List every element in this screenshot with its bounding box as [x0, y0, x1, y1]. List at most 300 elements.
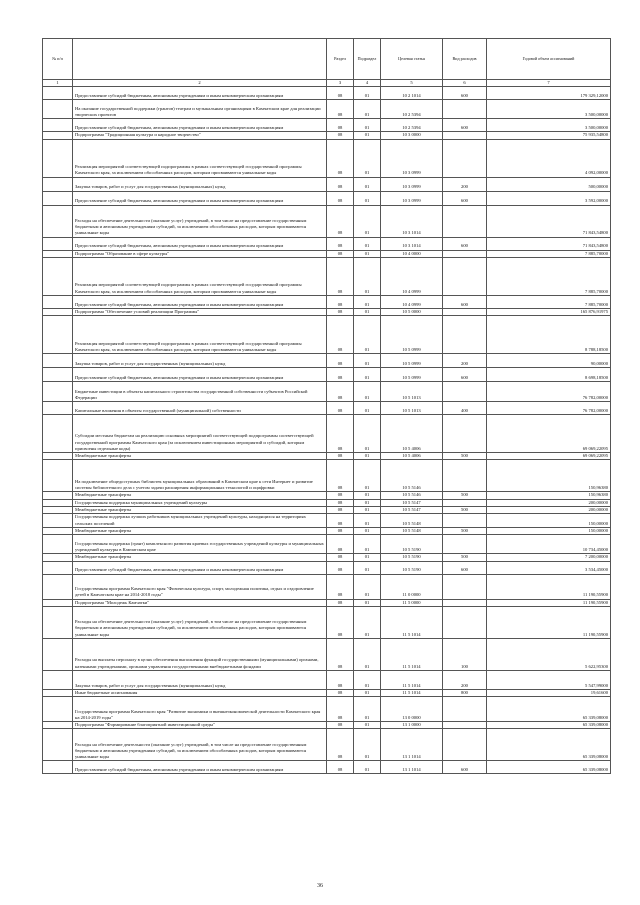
- cell-num: [43, 599, 73, 606]
- table-row: [43, 574, 611, 599]
- cell-target: 10 5 1013: [381, 402, 443, 415]
- header-row: [43, 39, 611, 80]
- table-row: [43, 638, 611, 670]
- cell-section: 08: [327, 574, 354, 599]
- column-number-row: [43, 80, 611, 87]
- cell-target: 10 4 0999: [381, 295, 443, 308]
- table-row: [43, 316, 611, 354]
- cell-name: Закупка товаров, работ и услуг для государственных (муниципальных) нужд: [73, 177, 327, 191]
- cell-exp-type: 800: [443, 689, 487, 696]
- cell-num: [43, 139, 73, 177]
- cell-name: Предоставление субсидий бюджетным, автономным учреждениям и иным некоммерческим организациям: [73, 237, 327, 250]
- cell-target: 10 3 0999: [381, 139, 443, 177]
- cell-exp-type: 600: [443, 761, 487, 774]
- cell-num: [43, 492, 73, 499]
- cell-amount: 3 534,45000: [487, 561, 611, 574]
- cell-section: 08: [327, 606, 354, 638]
- cell-num: [43, 119, 73, 132]
- cell-num: [43, 722, 73, 729]
- cell-name: На оказание государственной поддержки (грантов) театрам и музыкальным организациям в Камчатском крае для реализации творческих проектов: [73, 100, 327, 119]
- table-row: [43, 453, 611, 460]
- cell-target: 11 0 0000: [381, 574, 443, 599]
- cell-exp-type: 400: [443, 402, 487, 415]
- cell-section: 08: [327, 599, 354, 606]
- cell-subsection: 01: [354, 561, 381, 574]
- cell-num: [43, 250, 73, 257]
- cell-name: Расходы на выплаты персоналу в целях обеспечения выполнения функций государственными (муниципальными) органами, казенными учреждениями, органами управления государственными внебюджетными фондами: [73, 638, 327, 670]
- table-row: [43, 535, 611, 554]
- cell-section: 08: [327, 507, 354, 514]
- cell-target: 10 2 1014: [381, 87, 443, 100]
- cell-name: Государственная программа Камчатского края "Развитие экономики и внешнеэкономической деятельности Камчатского края на 2014-2019 годы": [73, 697, 327, 722]
- cell-amount: 3 500,00000: [487, 119, 611, 132]
- cell-subsection: 01: [354, 492, 381, 499]
- cell-subsection: 01: [354, 139, 381, 177]
- table-row: [43, 492, 611, 499]
- cell-target: 10 5 0999: [381, 354, 443, 368]
- cell-name: Расходы на обеспечение деятельности (оказание услуг) учреждений, в том числе на предоставление государственным бюджетным и автономным учреждениям субсидий, за исключением обособленных расходов, которым присваиваются уникальные коды: [73, 205, 327, 237]
- cell-name: Субсидии местным бюджетам на реализацию основных мероприятий соответствующей подпрограммы соответствующей государственной программы Камчатского края (за исключением инвестиционных мероприятий и субсидий, которым присвоены отдельные коды): [73, 415, 327, 453]
- cell-num: [43, 382, 73, 402]
- cell-name: Предоставление субсидий бюджетным, автономным учреждениям и иным некоммерческим организациям: [73, 119, 327, 132]
- cell-section: 08: [327, 415, 354, 453]
- cell-target: 13 0 0000: [381, 697, 443, 722]
- cell-amount: 19,61600: [487, 689, 611, 696]
- table-row: [43, 761, 611, 774]
- cell-subsection: 01: [354, 453, 381, 460]
- cell-exp-type: 500: [443, 453, 487, 460]
- cell-amount: 150,96380: [487, 460, 611, 492]
- cell-num: [43, 100, 73, 119]
- cell-section: 08: [327, 177, 354, 191]
- table-row: [43, 237, 611, 250]
- cell-name: Закупка товаров, работ и услуг для государственных (муниципальных) нужд: [73, 354, 327, 368]
- cell-amount: 65 339,08000: [487, 697, 611, 722]
- cell-subsection: 01: [354, 237, 381, 250]
- cell-num: [43, 697, 73, 722]
- cell-amount: 150,00000: [487, 527, 611, 534]
- cell-section: 08: [327, 638, 354, 670]
- cell-num: [43, 295, 73, 308]
- cell-target: 10 5 4006: [381, 453, 443, 460]
- cell-subsection: 01: [354, 729, 381, 761]
- cell-subsection: 01: [354, 295, 381, 308]
- table-row: [43, 561, 611, 574]
- cell-exp-type: 100: [443, 638, 487, 670]
- cell-num: [43, 402, 73, 415]
- cell-subsection: 01: [354, 87, 381, 100]
- cell-amount: 4 092,00000: [487, 139, 611, 177]
- cell-subsection: 01: [354, 606, 381, 638]
- col-number: 2: [73, 80, 327, 87]
- cell-target: 11 5 1014: [381, 670, 443, 689]
- cell-section: 08: [327, 554, 354, 561]
- cell-section: 08: [327, 697, 354, 722]
- cell-subsection: 01: [354, 415, 381, 453]
- cell-exp-type: 600: [443, 87, 487, 100]
- cell-subsection: 01: [354, 697, 381, 722]
- cell-amount: 10 734,45000: [487, 535, 611, 554]
- cell-exp-type: [443, 250, 487, 257]
- cell-exp-type: 600: [443, 368, 487, 382]
- cell-target: 10 5 0000: [381, 308, 443, 315]
- cell-name: Предоставление субсидий бюджетным, автономным учреждениям и иным некоммерческим организациям: [73, 761, 327, 774]
- cell-exp-type: [443, 308, 487, 315]
- cell-num: [43, 453, 73, 460]
- cell-exp-type: 500: [443, 554, 487, 561]
- cell-exp-type: [443, 574, 487, 599]
- cell-subsection: 01: [354, 132, 381, 139]
- cell-amount: 179 329,12000: [487, 87, 611, 100]
- cell-exp-type: [443, 100, 487, 119]
- cell-target: 10 5 5148: [381, 527, 443, 534]
- cell-target: 13 1 1014: [381, 729, 443, 761]
- cell-amount: 90,00000: [487, 354, 611, 368]
- cell-num: [43, 689, 73, 696]
- cell-amount: 7 885,70000: [487, 257, 611, 295]
- cell-num: [43, 638, 73, 670]
- budget-page: [42, 38, 610, 774]
- cell-subsection: 01: [354, 205, 381, 237]
- cell-subsection: 01: [354, 670, 381, 689]
- table-row: [43, 527, 611, 534]
- cell-num: [43, 507, 73, 514]
- cell-amount: 71 843,54800: [487, 205, 611, 237]
- cell-section: 08: [327, 119, 354, 132]
- col-number: 7: [487, 80, 611, 87]
- cell-num: [43, 177, 73, 191]
- cell-exp-type: [443, 205, 487, 237]
- cell-target: 10 3 0000: [381, 132, 443, 139]
- header-section: Раздел: [327, 39, 354, 80]
- table-row: [43, 402, 611, 415]
- cell-name: Реализация мероприятий соответствующей подпрограммы в рамках соответствующей государственной программы Камчатского края, за исключением обособленных расходов, которым присваиваются уникальные коды: [73, 257, 327, 295]
- table-row: [43, 132, 611, 139]
- cell-target: 10 2 5394: [381, 100, 443, 119]
- cell-exp-type: 200: [443, 177, 487, 191]
- cell-target: 10 5 1013: [381, 382, 443, 402]
- table-row: [43, 368, 611, 382]
- cell-target: 11 5 1014: [381, 606, 443, 638]
- cell-exp-type: [443, 697, 487, 722]
- cell-subsection: 01: [354, 250, 381, 257]
- table-row: [43, 689, 611, 696]
- table-row: [43, 354, 611, 368]
- cell-num: [43, 205, 73, 237]
- cell-num: [43, 316, 73, 354]
- cell-exp-type: [443, 316, 487, 354]
- cell-name: Капитальные вложения в объекты государственной (муниципальной) собственности: [73, 402, 327, 415]
- cell-exp-type: [443, 729, 487, 761]
- cell-section: 08: [327, 514, 354, 528]
- header-num: № п/п: [43, 39, 73, 80]
- cell-section: 08: [327, 316, 354, 354]
- cell-target: 10 3 0999: [381, 191, 443, 205]
- cell-name: Иные бюджетные ассигнования: [73, 689, 327, 696]
- cell-exp-type: [443, 257, 487, 295]
- cell-section: 08: [327, 191, 354, 205]
- cell-exp-type: 600: [443, 295, 487, 308]
- cell-name: Закупка товаров, работ и услуг для государственных (муниципальных) нужд: [73, 670, 327, 689]
- cell-subsection: 01: [354, 499, 381, 506]
- cell-section: 08: [327, 527, 354, 534]
- cell-section: 08: [327, 492, 354, 499]
- cell-section: 08: [327, 132, 354, 139]
- cell-exp-type: [443, 606, 487, 638]
- cell-subsection: 01: [354, 316, 381, 354]
- cell-target: 10 3 1014: [381, 237, 443, 250]
- cell-name: Предоставление субсидий бюджетным, автономным учреждениям и иным некоммерческим организациям: [73, 191, 327, 205]
- cell-section: 08: [327, 402, 354, 415]
- cell-exp-type: 200: [443, 670, 487, 689]
- cell-amount: 76 782,00000: [487, 382, 611, 402]
- cell-name: Межбюджетные трансферты: [73, 492, 327, 499]
- cell-name: Межбюджетные трансферты: [73, 507, 327, 514]
- cell-section: 08: [327, 205, 354, 237]
- cell-amount: 8 698,18500: [487, 368, 611, 382]
- col-number: 3: [327, 80, 354, 87]
- cell-num: [43, 670, 73, 689]
- cell-exp-type: 600: [443, 191, 487, 205]
- cell-name: Предоставление субсидий бюджетным, автономным учреждениям и иным некоммерческим организациям: [73, 561, 327, 574]
- cell-section: 08: [327, 257, 354, 295]
- cell-section: 08: [327, 722, 354, 729]
- cell-section: 08: [327, 354, 354, 368]
- cell-amount: 5 547,99000: [487, 670, 611, 689]
- cell-name: Подпрограмма "Образование в сфере культуры": [73, 250, 327, 257]
- cell-name: Предоставление субсидий бюджетным, автономным учреждениям и иным некоммерческим организациям: [73, 368, 327, 382]
- header-subsection: Подраздел: [354, 39, 381, 80]
- table-row: [43, 722, 611, 729]
- cell-name: Подпрограмма "Обеспечение условий реализации Программы": [73, 308, 327, 315]
- cell-amount: 200,00000: [487, 507, 611, 514]
- cell-name: Государственная поддержка муниципальных учреждений культуры: [73, 499, 327, 506]
- table-row: [43, 460, 611, 492]
- col-number: 6: [443, 80, 487, 87]
- cell-subsection: 01: [354, 308, 381, 315]
- cell-target: 10 5 5190: [381, 535, 443, 554]
- cell-section: 08: [327, 561, 354, 574]
- table-row: [43, 382, 611, 402]
- table-row: [43, 205, 611, 237]
- cell-target: 10 5 5147: [381, 507, 443, 514]
- page-number: 36: [317, 883, 323, 889]
- cell-amount: 65 339,08000: [487, 729, 611, 761]
- table-row: [43, 250, 611, 257]
- cell-target: 10 5 5148: [381, 514, 443, 528]
- cell-target: 10 5 5147: [381, 499, 443, 506]
- table-row: [43, 308, 611, 315]
- cell-subsection: 01: [354, 100, 381, 119]
- table-row: [43, 514, 611, 528]
- cell-exp-type: 500: [443, 507, 487, 514]
- cell-target: 13 1 1014: [381, 761, 443, 774]
- cell-amount: 8 788,18500: [487, 316, 611, 354]
- cell-target: 11 5 0000: [381, 599, 443, 606]
- cell-section: 08: [327, 499, 354, 506]
- cell-section: 08: [327, 689, 354, 696]
- cell-num: [43, 535, 73, 554]
- cell-name: Предоставление субсидий бюджетным, автономным учреждениям и иным некоммерческим организациям: [73, 87, 327, 100]
- cell-amount: 7 885,70000: [487, 295, 611, 308]
- col-number: 1: [43, 80, 73, 87]
- header-target: Целевая статья: [381, 39, 443, 80]
- cell-subsection: 01: [354, 527, 381, 534]
- cell-section: 08: [327, 308, 354, 315]
- table-row: [43, 670, 611, 689]
- cell-exp-type: [443, 139, 487, 177]
- cell-name: Подпрограмма "Традиционная культура и народное творчество": [73, 132, 327, 139]
- cell-target: 11 5 1014: [381, 638, 443, 670]
- cell-section: 08: [327, 453, 354, 460]
- cell-section: 08: [327, 250, 354, 257]
- cell-name: Государственная программа Камчатского края "Физическая культура, спорт, молодежная политика, отдых и оздоровление детей в Камчатском крае на 2014-2018 годы": [73, 574, 327, 599]
- cell-target: 10 3 1014: [381, 205, 443, 237]
- cell-exp-type: [443, 382, 487, 402]
- table-row: [43, 139, 611, 177]
- col-number: 5: [381, 80, 443, 87]
- table-row: [43, 606, 611, 638]
- header-exp-type: Вид расходов: [443, 39, 487, 80]
- cell-target: 10 5 5190: [381, 554, 443, 561]
- col-number: 4: [354, 80, 381, 87]
- cell-target: 10 5 0999: [381, 368, 443, 382]
- cell-subsection: 01: [354, 257, 381, 295]
- cell-num: [43, 499, 73, 506]
- cell-num: [43, 574, 73, 599]
- cell-amount: 150,00000: [487, 514, 611, 528]
- cell-name: Реализация мероприятий соответствующей подпрограммы в рамках соответствующей государственной программы Камчатского края, за исключением обособленных расходов, которым присваиваются уникальные коды: [73, 316, 327, 354]
- cell-section: 08: [327, 729, 354, 761]
- cell-name: Государственная поддержка (грант) комплексного развития краевых государственных учреждений культуры и муниципальных учреждений культуры в Камчатском крае: [73, 535, 327, 554]
- cell-amount: 7 885,70000: [487, 250, 611, 257]
- cell-section: 08: [327, 100, 354, 119]
- cell-section: 08: [327, 87, 354, 100]
- cell-num: [43, 606, 73, 638]
- table-row: [43, 100, 611, 119]
- cell-subsection: 01: [354, 722, 381, 729]
- cell-exp-type: 600: [443, 561, 487, 574]
- table-row: [43, 119, 611, 132]
- cell-num: [43, 554, 73, 561]
- cell-name: Межбюджетные трансферты: [73, 554, 327, 561]
- cell-num: [43, 415, 73, 453]
- cell-name: Предоставление субсидий бюджетным, автономным учреждениям и иным некоммерческим организациям: [73, 295, 327, 308]
- cell-subsection: 01: [354, 382, 381, 402]
- cell-num: [43, 354, 73, 368]
- cell-subsection: 01: [354, 354, 381, 368]
- cell-target: 10 5 5190: [381, 561, 443, 574]
- cell-subsection: 01: [354, 574, 381, 599]
- table-row: [43, 177, 611, 191]
- cell-subsection: 01: [354, 507, 381, 514]
- cell-amount: 11 190,55900: [487, 606, 611, 638]
- cell-target: 10 4 0999: [381, 257, 443, 295]
- cell-num: [43, 514, 73, 528]
- cell-amount: 65 339,08000: [487, 761, 611, 774]
- cell-amount: 11 190,55900: [487, 599, 611, 606]
- cell-amount: 165 876,91975: [487, 308, 611, 315]
- cell-amount: 71 843,54800: [487, 237, 611, 250]
- cell-num: [43, 561, 73, 574]
- cell-target: 10 5 4006: [381, 415, 443, 453]
- cell-num: [43, 308, 73, 315]
- cell-section: 08: [327, 237, 354, 250]
- cell-amount: 76 782,00000: [487, 402, 611, 415]
- cell-name: Расходы на обеспечение деятельности (оказание услуг) учреждений, в том числе на предоставление государственным бюджетным и автономным учреждениям субсидий, за исключением обособленных расходов, которым присваиваются уникальные коды: [73, 729, 327, 761]
- cell-num: [43, 132, 73, 139]
- cell-exp-type: [443, 499, 487, 506]
- table-row: [43, 729, 611, 761]
- cell-exp-type: [443, 460, 487, 492]
- cell-subsection: 01: [354, 689, 381, 696]
- cell-amount: 200,00000: [487, 499, 611, 506]
- cell-name: Расходы на обеспечение деятельности (оказание услуг) учреждений, в том числе на предоставление государственным бюджетным и автономным учреждениям субсидий, за исключением обособленных расходов, которым присваиваются уникальные коды: [73, 606, 327, 638]
- cell-exp-type: 500: [443, 492, 487, 499]
- cell-amount: 65 339,08000: [487, 722, 611, 729]
- table-row: [43, 191, 611, 205]
- cell-exp-type: [443, 722, 487, 729]
- cell-name: Бюджетные инвестиции в объекты капитального строительства государственной собственности субъектов Российской Федерации: [73, 382, 327, 402]
- cell-subsection: 01: [354, 191, 381, 205]
- cell-exp-type: [443, 514, 487, 528]
- table-row: [43, 499, 611, 506]
- cell-subsection: 01: [354, 761, 381, 774]
- cell-amount: 11 190,55900: [487, 574, 611, 599]
- table-row: [43, 697, 611, 722]
- table-row: [43, 415, 611, 453]
- cell-name: Подпрограмма "Молодежь Камчатки": [73, 599, 327, 606]
- cell-name: Межбюджетные трансферты: [73, 527, 327, 534]
- cell-exp-type: 200: [443, 354, 487, 368]
- cell-name: На подключение общедоступных библиотек муниципальных образований в Камчатском крае к сети Интернет и развитие системы библиотечного дела с учетом задачи расширения информационных технологий и оцифровки: [73, 460, 327, 492]
- cell-section: 08: [327, 368, 354, 382]
- cell-section: 08: [327, 460, 354, 492]
- table-row: [43, 87, 611, 100]
- table-body: [43, 87, 611, 774]
- cell-num: [43, 460, 73, 492]
- header-name: [73, 39, 327, 80]
- cell-target: 11 5 1014: [381, 689, 443, 696]
- cell-subsection: 01: [354, 368, 381, 382]
- cell-section: 08: [327, 535, 354, 554]
- cell-section: 08: [327, 382, 354, 402]
- cell-exp-type: [443, 415, 487, 453]
- cell-amount: 69 069,22095: [487, 415, 611, 453]
- cell-amount: 3 592,00000: [487, 191, 611, 205]
- cell-exp-type: 500: [443, 527, 487, 534]
- cell-num: [43, 191, 73, 205]
- cell-subsection: 01: [354, 402, 381, 415]
- cell-num: [43, 527, 73, 534]
- cell-subsection: 01: [354, 514, 381, 528]
- cell-amount: 150,96380: [487, 492, 611, 499]
- cell-section: 08: [327, 670, 354, 689]
- cell-target: 10 4 0000: [381, 250, 443, 257]
- cell-section: 08: [327, 295, 354, 308]
- cell-subsection: 01: [354, 119, 381, 132]
- cell-exp-type: [443, 599, 487, 606]
- cell-target: 10 5 5146: [381, 460, 443, 492]
- table-row: [43, 507, 611, 514]
- cell-name: Государственная поддержка лучших работников муниципальных учреждений культуры, находящихся на территориях сельских поселений: [73, 514, 327, 528]
- cell-exp-type: [443, 535, 487, 554]
- cell-exp-type: [443, 132, 487, 139]
- cell-subsection: 01: [354, 535, 381, 554]
- table-row: [43, 257, 611, 295]
- cell-name: Межбюджетные трансферты: [73, 453, 327, 460]
- cell-amount: 69 069,22095: [487, 453, 611, 460]
